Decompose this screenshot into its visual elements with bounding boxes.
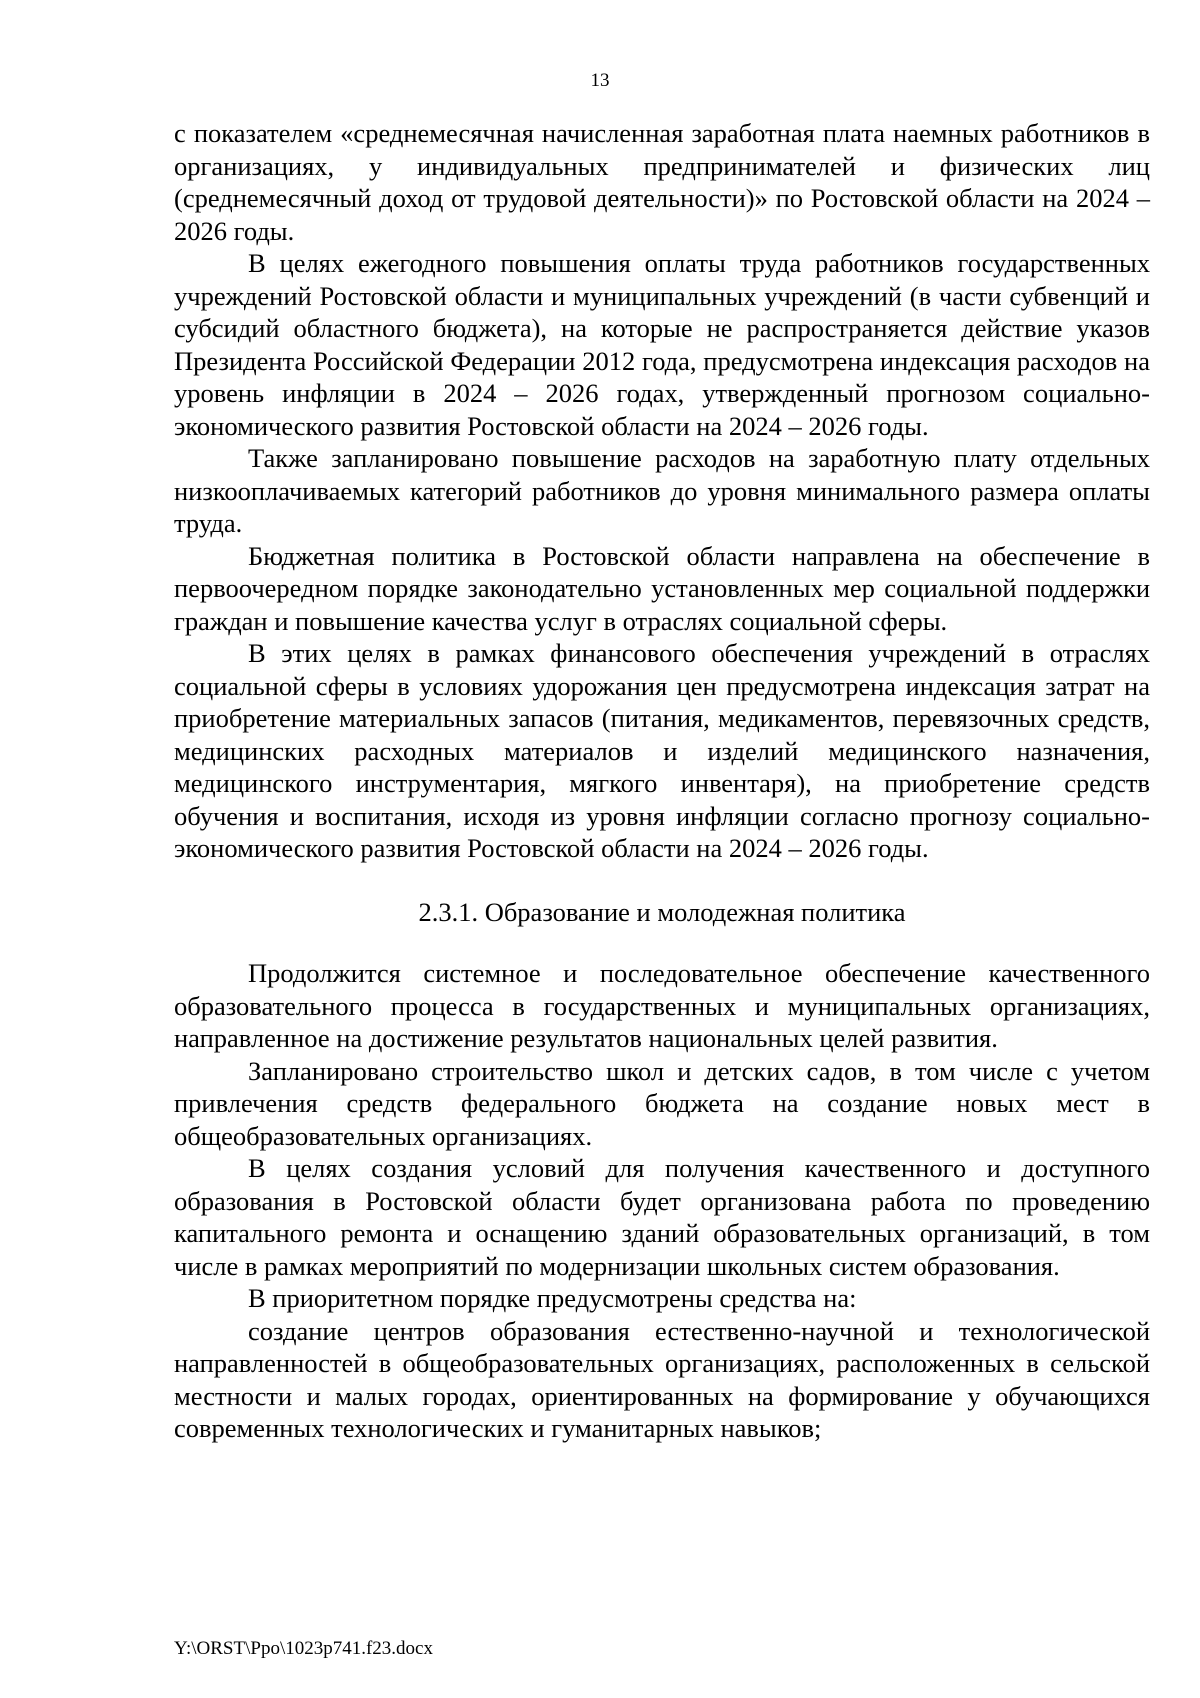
paragraph-wage-indexation: В целях ежегодного повышения оплаты труда работников государственных учреждений Ростовской области и муниципальных учреждений (в части субвенций и субсидий областного бюджета), на которые не распространяется действие указов Президента Российской Федерации 2012 года, предусмотрена индексация расходов на уровень инфляции в 2024 – 2026 годах, утвержденный прогнозом социально-экономического развития Ростовской области на 2024 – 2026 годы. [174,248,1150,441]
paragraph-schools-construction: Запланировано строительство школ и детских садов, в том числе с учетом привлечения средств федерального бюджета на создание новых мест в общеобразовательных организациях. [174,1055,1150,1151]
paragraph-social-sphere-indexation: В этих целях в рамках финансового обеспечения учреждений в отраслях социальной сферы в условиях удорожания цен предусмотрена индексация затрат на приобретение материальных запасов (питания, медикаментов, перевязочных средств, медицинских расходных материалов и изделий медицинского назначения, медицинского инструментария, мягкого инвентаря), на приобретение средств обучения и воспитания, исходя из уровня инфляции согласно прогнозу социально-экономического развития Ростовской области на 2024 – 2026 годы. [174,638,1150,863]
paragraph-priority-funds: В приоритетном порядке предусмотрены средства на: [248,1283,857,1313]
document-body [174,117,1150,1445]
paragraph-budget-policy: Бюджетная политика в Ростовской области направлена на обеспечение в первоочередном порядке законодательно установленных мер социальной поддержки граждан и повышение качества услуг в отраслях социальной сферы. [174,540,1150,636]
paragraph-minimum-wage: Также запланировано повышение расходов на заработную плату отдельных низкооплачиваемых категорий работников до уровня минимального размера оплаты труда. [174,443,1150,538]
section-heading: 2.3.1. Образование и молодежная политика [418,896,906,927]
paragraph-capital-repair: В целях создания условий для получения качественного и доступного образования в Ростовской области будет организована работа по проведению капитального ремонта и оснащению зданий образовательных организаций, в том числе в рамках мероприятий по модернизации школьных систем образования. [174,1153,1150,1281]
paragraph-continuation: с показателем «среднемесячная начисленная заработная плата наемных работников в организациях, у индивидуальных предпринимателей и физических лиц (среднемесячный доход от трудовой деятельности)» по Ростовской области на 2024 – 2026 годы. [174,118,1150,246]
paragraph-education-process: Продолжится системное и последовательное обеспечение качественного образовательного процесса в государственных и муниципальных организациях, направленное на достижение результатов национальных целей развития. [174,958,1150,1053]
paragraph-education-centers: создание центров образования естественно-научной и технологической направленностей в общеобразовательных организациях, расположенных в сельской местности и малых городах, ориентированных на формирование у обучающихся современных технологических и гуманитарных навыков; [174,1315,1150,1443]
footer-file-path: Y:\ORST\Ppo\1023p741.f23.docx [174,1638,433,1659]
page-number: 13 [590,70,610,91]
